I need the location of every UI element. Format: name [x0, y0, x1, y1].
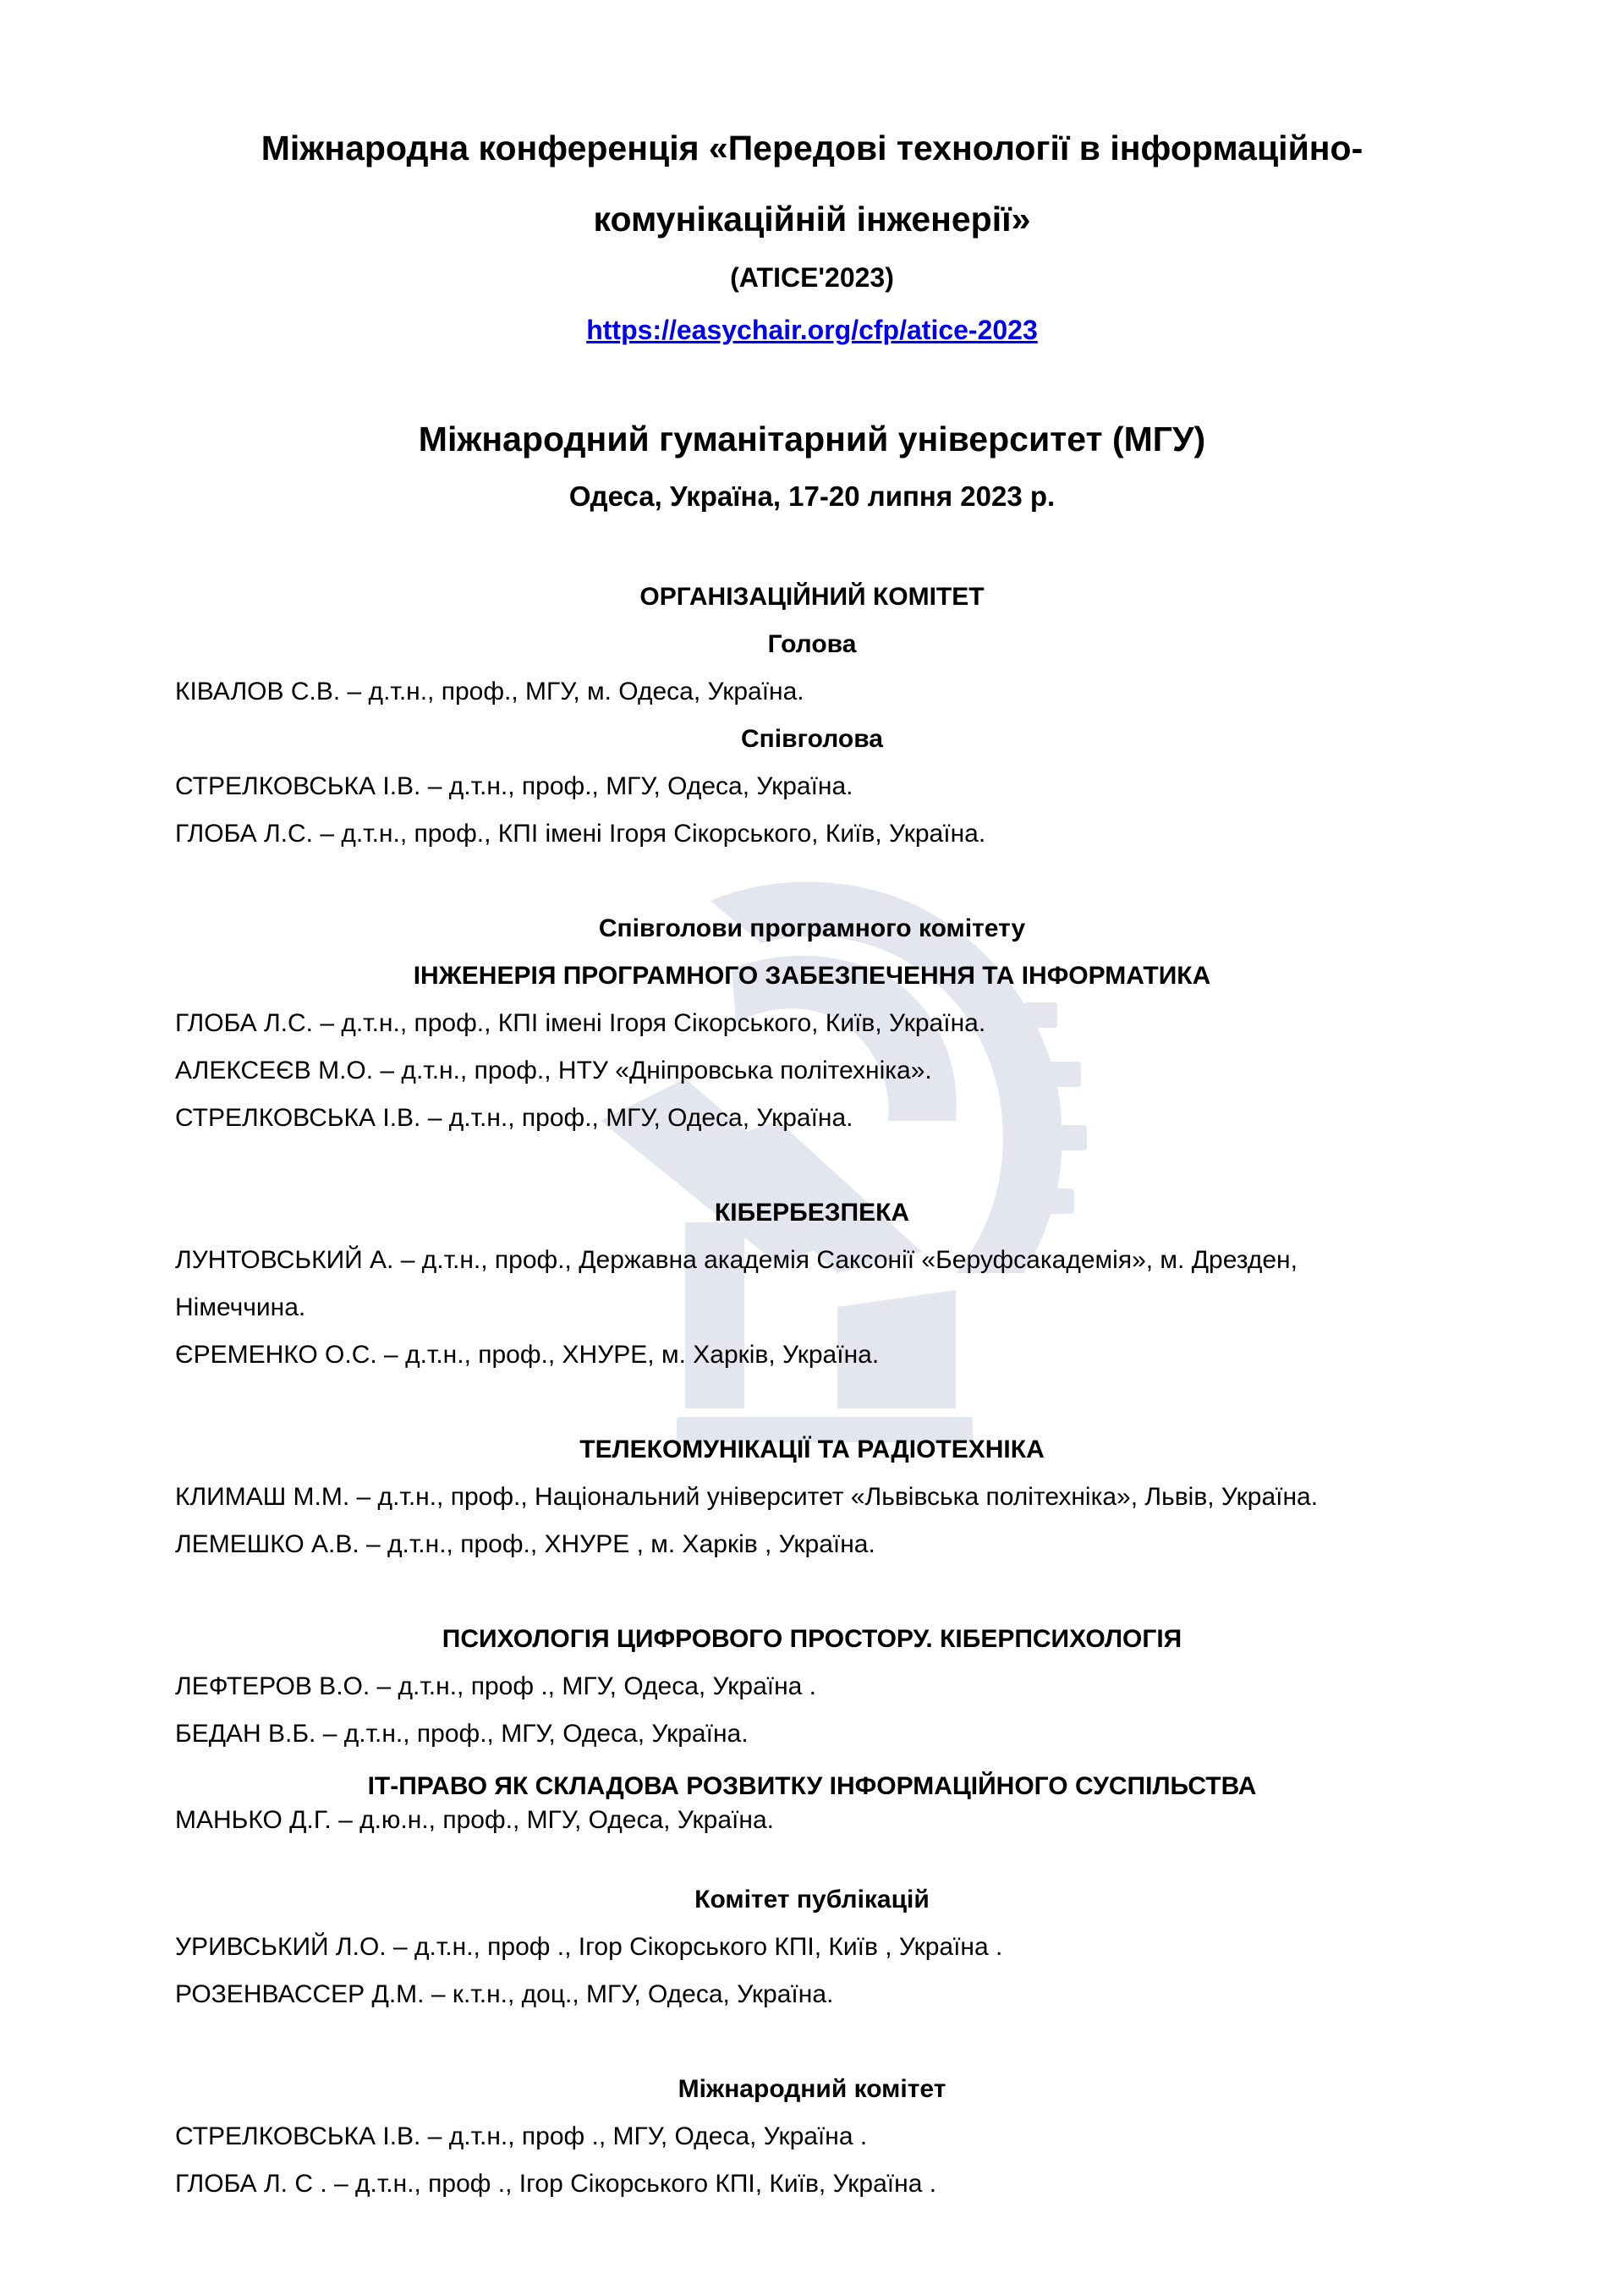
- section-title: ІНЖЕНЕРІЯ ПРОГРАМНОГО ЗАБЕЗПЕЧЕННЯ ТА ІНФОРМАТИКА: [413, 962, 1211, 990]
- publications-committee-heading: Комітет публікацій: [694, 1886, 930, 1913]
- section-title: ІТ-ПРАВО ЯК СКЛАДОВА РОЗВИТКУ ІНФОРМАЦІЙНОГО СУСПІЛЬСТВА: [367, 1772, 1257, 1800]
- member-entry: МАНЬКО Д.Г. – д.ю.н., проф., МГУ, Одеса, Україна.: [175, 1806, 774, 1834]
- member-entry: КЛИМАШ М.М. – д.т.н., проф., Національний університет «Львівська політехніка», Львів, Україна.: [175, 1483, 1319, 1511]
- section-title: ПСИХОЛОГІЯ ЦИФРОВОГО ПРОСТОРУ. КІБЕРПСИХОЛОГІЯ: [442, 1625, 1182, 1653]
- conference-title-line2: комунікаційній інженерії»: [593, 200, 1031, 239]
- chair-label: Голова: [767, 630, 857, 658]
- member-entry: БЕДАН В.Б. – д.т.н., проф., МГУ, Одеса, Україна.: [175, 1720, 749, 1748]
- conference-title-line1: Міжнародна конференція «Передові технології в інформаційно-: [261, 129, 1363, 167]
- cochair-label: Співголова: [741, 725, 883, 753]
- location-date: Одеса, Україна, 17-20 липня 2023 р.: [568, 480, 1056, 512]
- university-name: Міжнародний гуманітарний університет (МГУ): [418, 420, 1206, 458]
- member-entry: ЄРЕМЕНКО О.С. – д.т.н., проф., ХНУРЕ, м. Харків, Україна.: [175, 1341, 880, 1369]
- chair-entry: КІВАЛОВ С.В. – д.т.н., проф., МГУ, м. Одеса, Україна.: [175, 678, 804, 706]
- section-title: ТЕЛЕКОМУНІКАЦІЇ ТА РАДІОТЕХНІКА: [579, 1436, 1045, 1463]
- member-entry-continued: Німеччина.: [175, 1293, 306, 1321]
- member-entry: УРИВСЬКИЙ Л.О. – д.т.н., проф ., Ігор Сікорського КПІ, Київ , Україна .: [175, 1933, 1003, 1961]
- conference-link[interactable]: https://easychair.org/cfp/atice-2023: [586, 315, 1038, 345]
- member-entry: СТРЕЛКОВСЬКА І.В. – д.т.н., проф., МГУ, Одеса, Україна.: [175, 1104, 853, 1132]
- member-entry: ЛУНТОВСЬКИЙ А. – д.т.н., проф., Державна академія Саксонії «Беруфсакадемія», м. Дрезден,: [175, 1246, 1298, 1274]
- program-committee-heading: Співголови програмного комітету: [598, 914, 1026, 942]
- cochair-entry: ГЛОБА Л.С. – д.т.н., проф., КПІ імені Ігоря Сікорського, Київ, Україна.: [175, 820, 986, 848]
- member-entry: АЛЕКСЕЄВ М.О. – д.т.н., проф., НТУ «Дніпровська політехніка».: [175, 1057, 932, 1084]
- cochair-entry: СТРЕЛКОВСЬКА І.В. – д.т.н., проф., МГУ, Одеса, Україна.: [175, 772, 853, 800]
- member-entry: ГЛОБА Л. С . – д.т.н., проф ., Ігор Сікорського КПІ, Київ, Україна .: [175, 2170, 937, 2198]
- conference-acronym: (ATICE'2023): [730, 262, 894, 293]
- member-entry: ЛЕМЕШКО А.В. – д.т.н., проф., ХНУРЕ , м. Харків , Україна.: [175, 1530, 875, 1558]
- org-committee-heading: ОРГАНІЗАЦІЙНИЙ КОМІТЕТ: [639, 583, 985, 611]
- international-committee-heading: Міжнародний комітет: [678, 2075, 946, 2103]
- member-entry: ГЛОБА Л.С. – д.т.н., проф., КПІ імені Ігоря Сікорського, Київ, Україна.: [175, 1009, 986, 1037]
- section-title: КІБЕРБЕЗПЕКА: [714, 1199, 910, 1227]
- member-entry: РОЗЕНВАССЕР Д.М. – к.т.н., доц., МГУ, Одеса, Україна.: [175, 1980, 834, 2008]
- member-entry: ЛЕФТЕРОВ В.О. – д.т.н., проф ., МГУ, Одеса, Україна .: [175, 1672, 817, 1700]
- member-entry: СТРЕЛКОВСЬКА І.В. – д.т.н., проф ., МГУ, Одеса, Україна .: [175, 2122, 868, 2150]
